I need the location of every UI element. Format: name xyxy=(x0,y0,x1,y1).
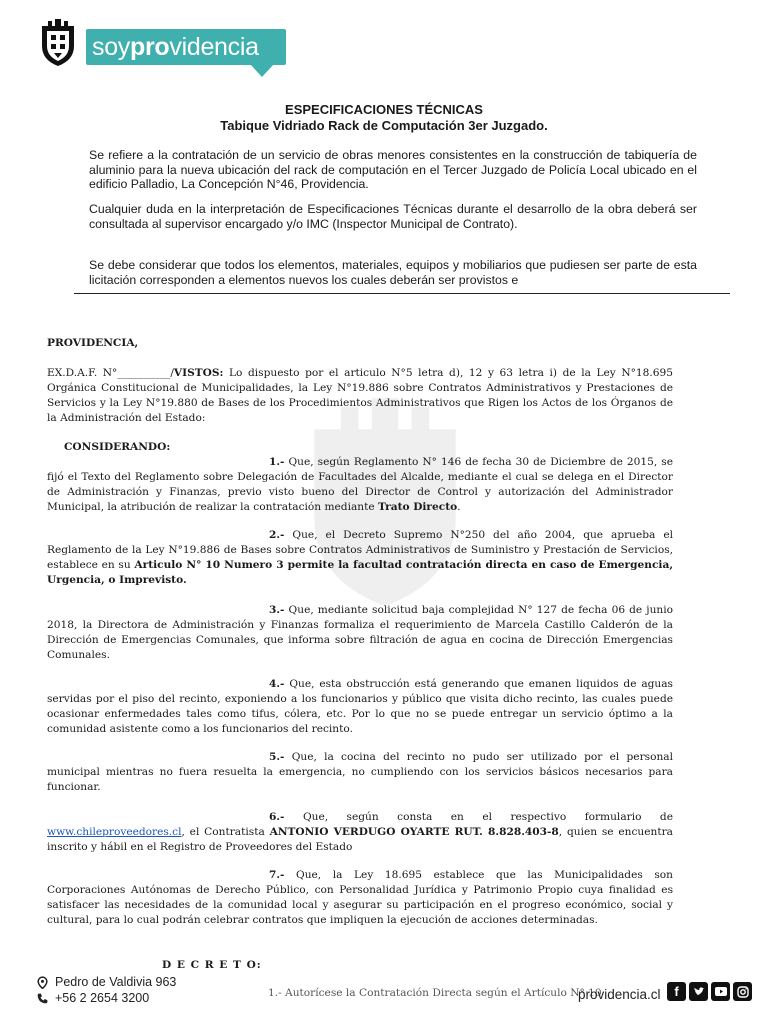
vistos-paragraph: EX.D.A.F. N°__________/VISTOS: Lo dispuesto por el articulo N°5 letra d), 12 y 63 letra i) de la Ley N°18.695 Orgánica Constitucional de Municipalidades, la Ley N°19.886 sobre Contratos Administrativos y Prestaciones de Servicios y la Ley N°19.880 de Bases de los Procedimientos Administrativos que Rigen los Actos de los Órganos de la Administración del Estado: xyxy=(47,367,673,424)
chileproveedores-link[interactable]: www.chileproveedores.cl xyxy=(47,826,182,838)
soyprovidencia-logo: soyprovidencia xyxy=(86,29,286,65)
decree-place: PROVIDENCIA, xyxy=(47,337,139,349)
footer-address: Pedro de Valdivia 963 xyxy=(36,975,176,989)
footer-site: providencia.cl xyxy=(578,987,661,1002)
phone-icon xyxy=(36,992,49,1005)
considerando-heading: CONSIDERANDO: xyxy=(64,441,171,453)
spec-title: ESPECIFICACIONES TÉCNICAS xyxy=(285,102,483,117)
instagram-icon[interactable] xyxy=(733,982,752,1001)
considerando-7: 7.- Que, la Ley 18.695 establece que las Municipalidades son Corporaciones Autónomas de Derecho Público, con Personalidad Jurídica y Patrimonio Propio cuya finalidad es satisfacer las necesidades de la comunidad local y asegurar su participación en el progreso económico, social y cultural, para lo cual podrán celebrar contratos que impliquen la ejecución de acciones determinadas. xyxy=(47,869,673,926)
municipal-crest-icon xyxy=(38,16,78,68)
considerando-6: 6.- Que, según consta en el respectivo formulario de www.chileproveedores.cl, el Contratista ANTONIO VERDUGO OYARTE RUT. 8.828.403-8, quien se encuentra inscrito y hábil en el Registro de Proveedores del Estado xyxy=(47,811,673,853)
spec-paragraph-3: Se debe considerar que todos los elementos, materiales, equipos y mobiliarios que pudiesen ser parte de esta licitación corresponden a elementos nuevos los cuales deberán ser provistos e xyxy=(89,258,697,287)
decreto-heading: D E C R E T O: xyxy=(162,959,262,971)
footer-social-icons xyxy=(664,982,752,1001)
logo-speech-tail xyxy=(250,64,274,77)
considerando-4: 4.- Que, esta obstrucción está generando que emanen liquidos de aguas servidas por el piso del recinto, exponiendo a los funcionarios y público que visita dicho recinto, las cuales puede ocasionar enfermedades tales como tifus, cólera, etc. Por lo que no se puede entregar un servicio óptimo a la comunidad asistente como a los funcionarios del recinto. xyxy=(47,678,673,735)
considerando-2: 2.- Que, el Decreto Supremo N°250 del año 2004, que aprueba el Reglamento de la Ley N°19.886 de Bases sobre Contratos Administrativos de Suministro y Prestación de Servicios, establece en su Articulo N° 10 Numero 3 permite la facultad contratación directa en caso de Emergencia, Urgencia, o Imprevisto. xyxy=(47,529,674,586)
spec-paragraph-2: Cualquier duda en la interpretación de Especificaciones Técnicas durante el desarrollo de la obra deberá ser consultada al supervisor encargado y/o IMC (Inspector Municipal de Contrato). xyxy=(89,202,697,231)
decreto-item-1-partial: 1.- Autorícese la Contratación Directa según el Artículo N° 10 xyxy=(268,987,602,998)
twitter-icon[interactable] xyxy=(689,982,708,1001)
spec-paragraph-1: Se refiere a la contratación de un servicio de obras menores consistentes en la construcción de tabiquería de aluminio para la nueva ubicación del rack de computación en el Tercer Juzgado de Policía Local ubicado en el edificio Palladio, La Concepción N°46, Providencia. xyxy=(89,148,697,191)
youtube-icon[interactable] xyxy=(711,982,730,1001)
facebook-icon[interactable]: f xyxy=(667,982,686,1001)
considerando-5: 5.- Que, la cocina del recinto no pudo ser utilizado por el personal municipal mientras no fuera resuelta la emergencia, no cumpliendo con los servicios básicos necesarios para funcionar. xyxy=(47,751,673,793)
page-divider xyxy=(74,293,730,294)
considerando-1: 1.- Que, según Reglamento N° 146 de fecha 30 de Diciembre de 2015, se fijó el Texto del Reglamento sobre Delegación de Facultades del Alcalde, mediante el cual se delega en el Director de Administración y Finanzas, previo visto bueno del Director de Control y autorización del Administrador Municipal, la atribución de realizar la contratación mediante Trato Directo. xyxy=(47,456,673,513)
footer-phone: +56 2 2654 3200 xyxy=(36,991,149,1005)
location-pin-icon xyxy=(36,976,49,989)
spec-subtitle: Tabique Vidriado Rack de Computación 3er Juzgado. xyxy=(220,118,548,133)
considerando-3: 3.- Que, mediante solicitud baja complejidad N° 127 de fecha 06 de junio 2018, la Directora de Administración y Finanzas formaliza el requerimiento de Marcela Castillo Calderón de la Dirección de Emergencias Comunales, que informa sobre filtración de agua en cocina de Dirección Emergencias Comunales. xyxy=(47,604,673,661)
